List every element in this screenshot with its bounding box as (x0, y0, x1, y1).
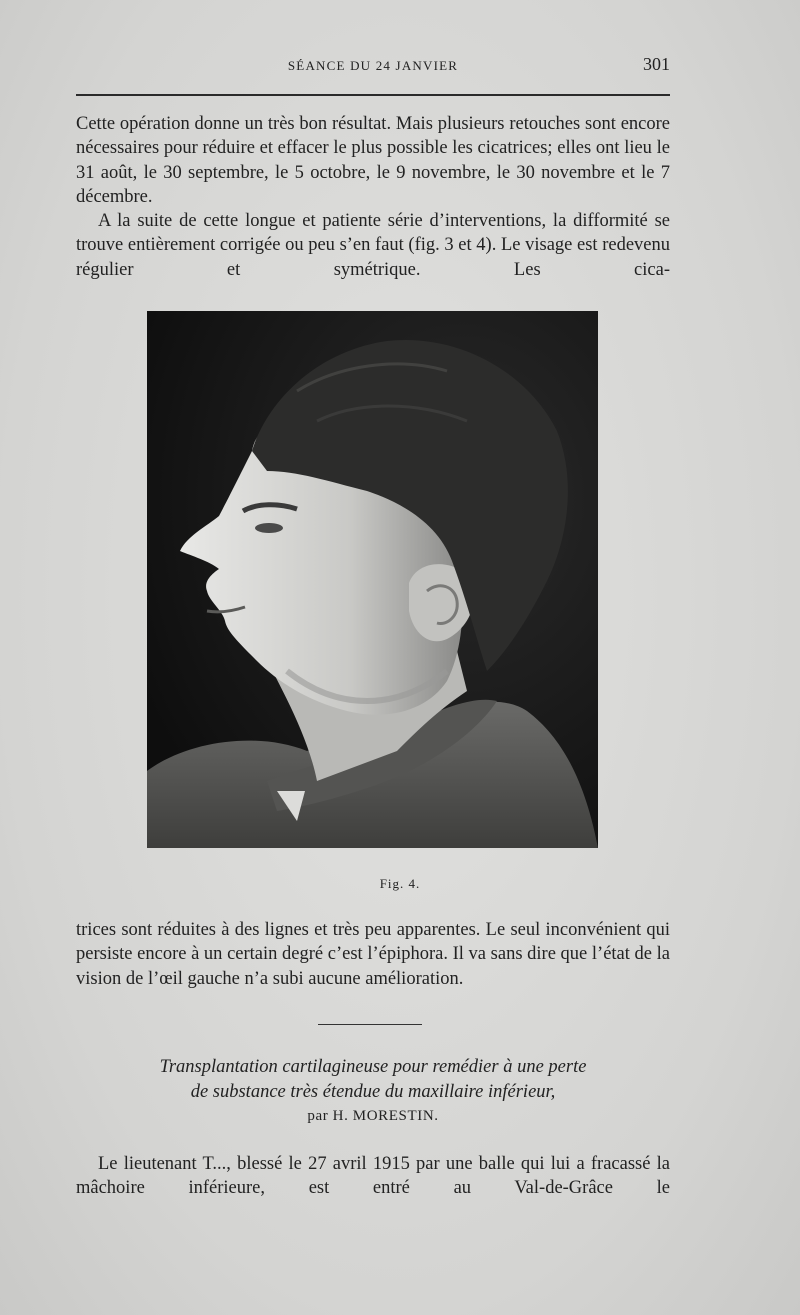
page-header (76, 54, 670, 80)
paragraph-1: Cette opération donne un très bon résultat. Mais plusieurs retouches sont encore nécessaires pour réduire et effacer le plus possible les cicatrices; elles ont lieu le 31 août, le 30 septembre, le 5 octobre, le 9 novembre, le 30 novembre et le 7 décembre. (76, 114, 670, 207)
running-head: SÉANCE DU 24 JANVIER (287, 58, 459, 73)
portrait-photograph (147, 311, 598, 848)
portrait-illustration (147, 311, 598, 848)
header-rule (76, 94, 670, 96)
article-author: par H. MORESTIN. (307, 1108, 439, 1124)
page-number: 301 (643, 54, 670, 74)
paragraph-4: Le lieutenant T..., blessé le 27 avril 1915 par une balle qui lui a fracassé la mâchoire inférieure, est entré au Val-de-Grâce le (76, 1154, 670, 1199)
paragraph-3: trices sont réduites à des lignes et très peu apparentes. Le seul inconvénient qui persiste encore à un certain degré c’est l’épiphora. Il va sans dire que l’état de la vision de l’œil gauche n’a subi aucune amélioration. (76, 920, 670, 989)
article-title-line-1: Transplantation cartilagineuse pour remédier à une perte (159, 1057, 587, 1077)
article-title-line-2: de substance très étendue du maxillaire inférieur, (190, 1082, 556, 1102)
figure-caption: Fig. 4. (379, 876, 421, 891)
section-divider (318, 1024, 422, 1025)
paragraph-2: A la suite de cette longue et patiente série d’interventions, la difformité se trouve entièrement corrigée ou peu s’en faut (fig. 3 et 4). Le visage est redevenu régulier et symétrique. Les cica- (76, 211, 670, 280)
